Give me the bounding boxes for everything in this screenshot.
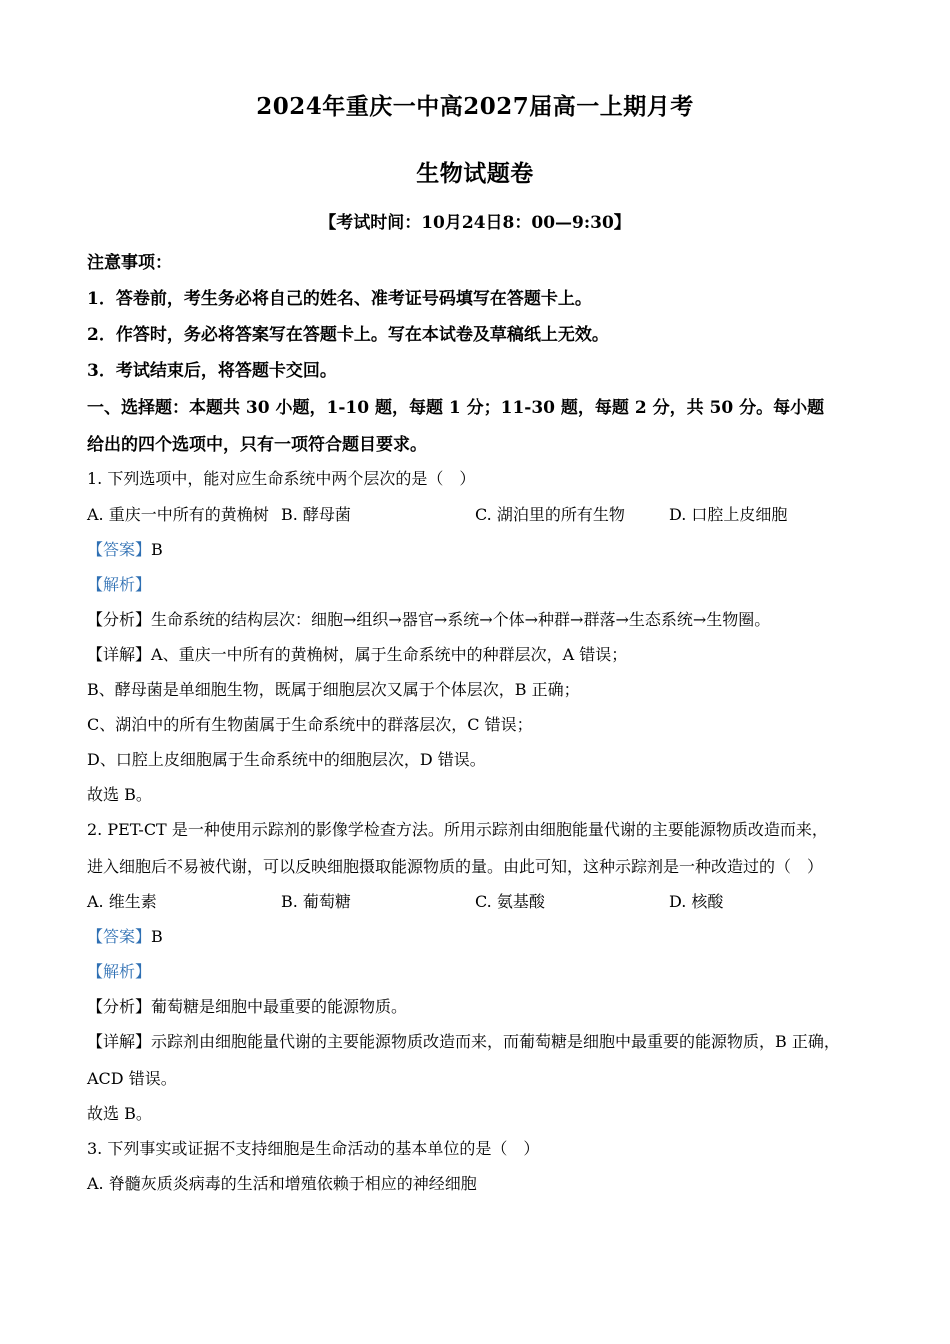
page-subtitle: 生物试题卷 (416, 160, 534, 187)
answer-tag: 【答案】 (87, 540, 152, 559)
q1-xiangjie-a: A、重庆一中所有的黄桷树，属于生命系统中的种群层次，A 错误； (151, 645, 628, 664)
notice-heading: 注意事项： (87, 253, 172, 273)
q2-option-a: A. 维生素 (87, 892, 157, 911)
fenxi-tag: 【分析】 (87, 610, 152, 629)
q1-xiangjie-line (87, 642, 627, 665)
q2-option-b: B. 葡萄糖 (281, 892, 351, 911)
exam-time: 【考试时间：10月24日8：00—9:30】 (319, 213, 631, 233)
q1-answer: B (151, 540, 163, 559)
q1-answer-line (87, 537, 163, 560)
q2-xiangjie-line (87, 1029, 840, 1052)
q2-xiangjie-1: 示踪剂由细胞能量代谢的主要能源物质改造而来，而葡萄糖是细胞中最重要的能源物质，B 正确， (151, 1032, 840, 1051)
q2-analysis-tag: 【解析】 (87, 962, 152, 981)
q3-option-a: A. 脊髓灰质炎病毒的生活和增殖依赖于相应的神经细胞 (87, 1174, 477, 1193)
q1-xiangjie-b: B、酵母菌是单细胞生物，既属于细胞层次又属于个体层次，B 正确； (87, 680, 580, 699)
q1-option-b: B. 酵母菌 (281, 505, 351, 524)
q1-option-c: C. 湖泊里的所有生物 (475, 505, 625, 524)
q1-fenxi-line (87, 607, 770, 630)
q3-stem: 3. 下列事实或证据不支持细胞是生命活动的基本单位的是（ ） (87, 1139, 540, 1158)
q2-stem-line-2: 进入细胞后不易被代谢，可以反映细胞摄取能源物质的量。由此可知，这种示踪剂是一种改造过的（ ） (87, 857, 824, 876)
q2-fenxi-line (87, 994, 407, 1017)
q1-option-d: D. 口腔上皮细胞 (669, 505, 788, 524)
notice-item-2: 2．作答时，务必将答案写在答题卡上。写在本试卷及草稿纸上无效。 (87, 325, 609, 345)
q1-conclusion: 故选 B。 (87, 785, 152, 804)
q2-xiangjie-2: ACD 错误。 (87, 1069, 177, 1088)
xiangjie-tag: 【详解】 (87, 1032, 152, 1051)
xiangjie-tag: 【详解】 (87, 645, 152, 664)
q1-stem: 1. 下列选项中，能对应生命系统中两个层次的是（ ） (87, 469, 476, 488)
notice-item-3: 3．考试结束后，将答题卡交回。 (87, 361, 337, 381)
q1-xiangjie-c: C、湖泊中的所有生物菌属于生命系统中的群落层次，C 错误； (87, 715, 533, 734)
q1-analysis-tag: 【解析】 (87, 575, 152, 594)
q2-option-d: D. 核酸 (669, 892, 724, 911)
section-heading-line-1: 一、选择题：本题共 30 小题，1-10 题，每题 1 分；11-30 题，每题 2 分，共 50 分。每小题 (87, 398, 825, 418)
section-heading-line-2: 给出的四个选项中，只有一项符合题目要求。 (87, 435, 427, 455)
q2-answer-line (87, 924, 163, 947)
q1-xiangjie-d: D、口腔上皮细胞属于生命系统中的细胞层次，D 错误。 (87, 750, 486, 769)
answer-tag: 【答案】 (87, 927, 152, 946)
q2-fenxi: 葡萄糖是细胞中最重要的能源物质。 (151, 997, 408, 1016)
q1-fenxi: 生命系统的结构层次：细胞→组织→器官→系统→个体→种群→群落→生态系统→生物圈。 (151, 610, 771, 629)
fenxi-tag: 【分析】 (87, 997, 152, 1016)
page-title: 2024年重庆一中高2027届高一上期月考 (256, 93, 694, 120)
q2-conclusion: 故选 B。 (87, 1104, 152, 1123)
q2-answer: B (151, 927, 163, 946)
q2-stem-line-1: 2. PET-CT 是一种使用示踪剂的影像学检查方法。所用示踪剂由细胞能量代谢的主要能源物质改造而来， (87, 820, 828, 839)
q1-option-a: A. 重庆一中所有的黄桷树 (87, 505, 269, 524)
q2-option-c: C. 氨基酸 (475, 892, 545, 911)
notice-item-1: 1．答卷前，考生务必将自己的姓名、准考证号码填写在答题卡上。 (87, 289, 592, 309)
